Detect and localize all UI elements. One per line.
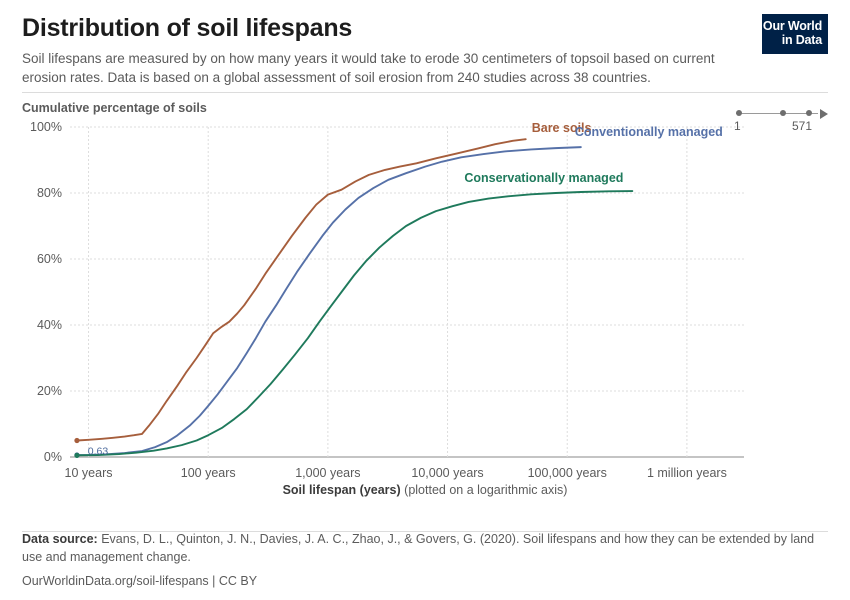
time-slider-handle-start[interactable]	[736, 110, 742, 116]
series-start-dot-2	[74, 453, 79, 458]
license-line[interactable]: OurWorldinData.org/soil-lifespans | CC BY	[22, 573, 258, 588]
series-label-bare-soils: Bare soils	[531, 121, 592, 136]
series-line-0	[77, 139, 526, 440]
play-icon[interactable]	[820, 109, 828, 119]
data-source-line	[22, 531, 828, 566]
y-tick-label: 40%	[36, 318, 62, 333]
x-axis-title-note: (plotted on a logarithmic axis)	[404, 483, 568, 498]
time-slider-tick-mid	[780, 110, 786, 116]
time-slider-end-label: 571	[792, 119, 813, 134]
plot-area	[22, 119, 828, 479]
y-tick-label: 100%	[30, 120, 62, 135]
data-source-text: Evans, D. L., Quinton, J. N., Davies, J. A. C., Zhao, J., & Govers, G. (2020). Soil lifespans and how they can be extended by land use and management change.	[22, 532, 815, 564]
y-tick-label: 60%	[36, 252, 62, 267]
series-line-2	[77, 191, 632, 458]
time-slider-handle-end[interactable]	[806, 110, 812, 116]
x-tick-label: 1 million years	[646, 466, 727, 481]
series-label-conservationally-managed: Conservationally managed	[464, 171, 624, 186]
x-tick-label: 100 years	[180, 466, 236, 481]
y-tick-label: 80%	[36, 186, 62, 201]
series-label-conventionally-managed: Conventionally managed	[574, 125, 723, 140]
y-axis-title: Cumulative percentage of soils	[22, 101, 207, 116]
header-divider	[22, 92, 828, 93]
x-tick-label: 10,000 years	[411, 466, 484, 481]
page-title: Distribution of soil lifespans	[22, 14, 353, 42]
y-tick-label: 20%	[36, 384, 62, 399]
owid-logo-line1: Our World	[762, 19, 822, 33]
time-slider-start-label: 1	[734, 119, 741, 134]
chart-header	[22, 14, 828, 87]
line-chart-svg	[22, 119, 828, 487]
owid-logo-line2: in Data	[781, 33, 822, 47]
owid-logo[interactable]	[762, 14, 828, 54]
page-subtitle: Soil lifespans are measured by on how many years it would take to erode 30 centimeters of topsoil based on current erosion rates. Data is based on a global assessment of soil erosion from 240 studies across 38 countries.	[22, 50, 715, 85]
x-tick-label: 100,000 years	[527, 466, 607, 481]
y-tick-label: 0%	[43, 450, 62, 465]
series-start-dot-0	[74, 438, 79, 443]
data-source-label: Data source:	[22, 532, 98, 547]
chart-footer	[22, 531, 828, 590]
data-annotation: 0.63	[87, 445, 109, 458]
x-tick-label: 10 years	[64, 466, 113, 481]
x-axis-title	[22, 483, 828, 497]
chart-container	[22, 101, 828, 519]
x-tick-label: 1,000 years	[295, 466, 361, 481]
x-axis-title-main: Soil lifespan (years)	[282, 483, 401, 498]
